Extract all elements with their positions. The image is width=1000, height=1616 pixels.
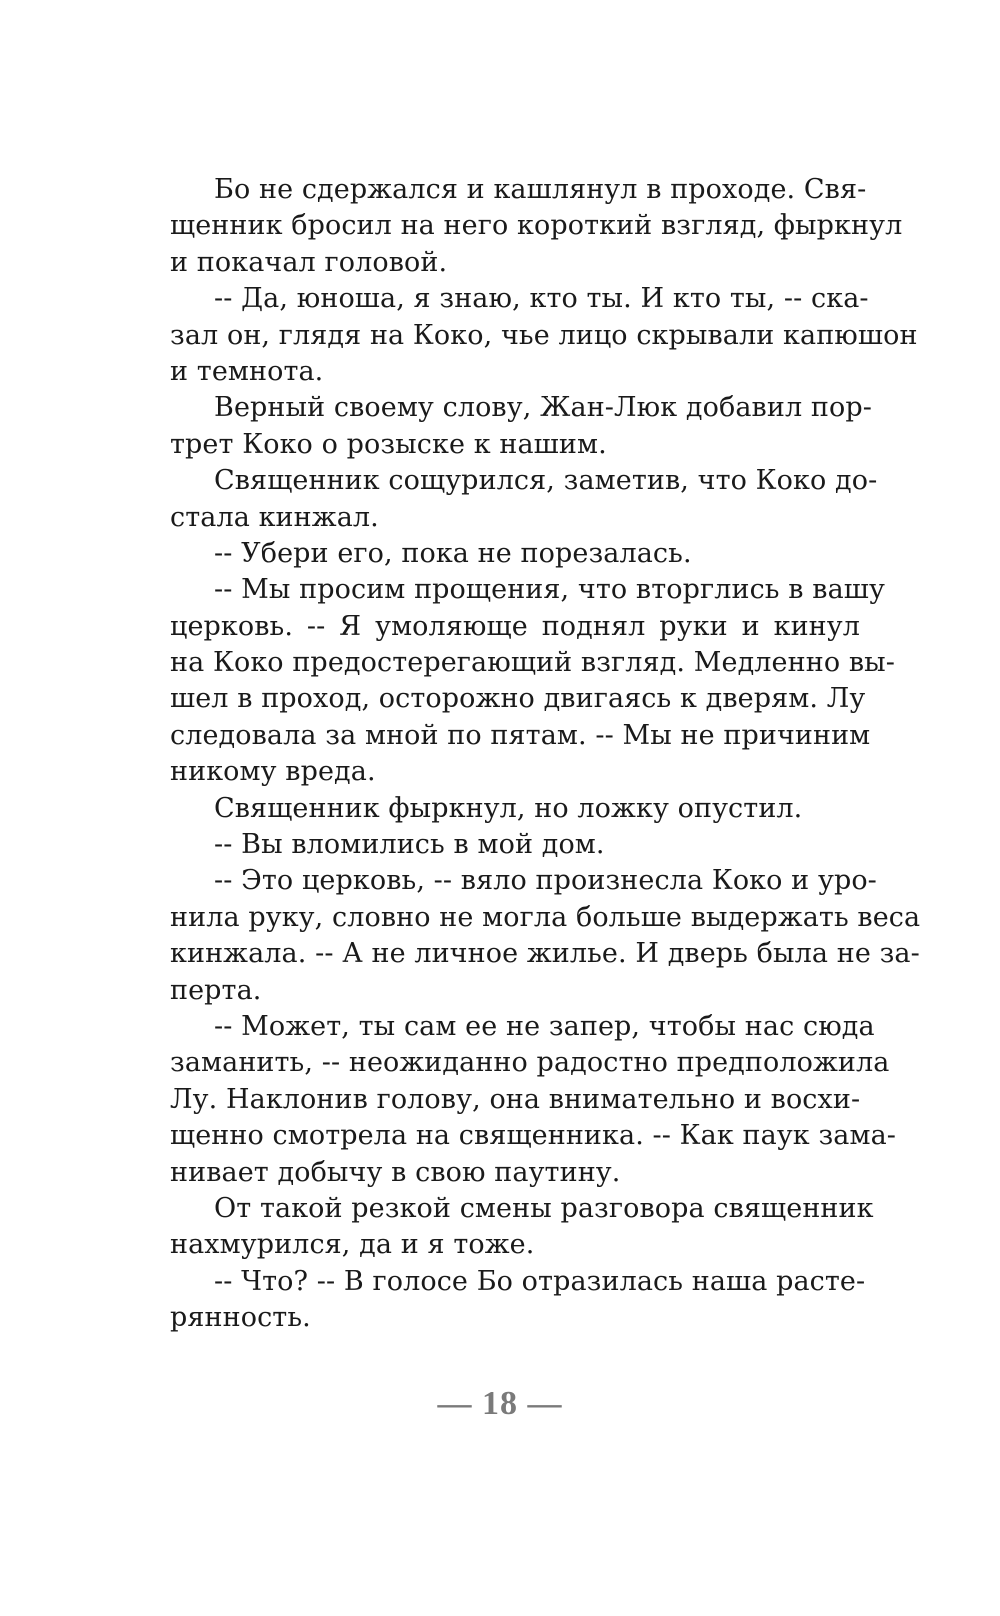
text-line: и темнота.	[170, 355, 324, 387]
text-line: Лу. Наклонив голову, она внимательно и восхи-	[170, 1083, 861, 1115]
text-line: кинжала. -- А не личное жилье. И дверь была не за-	[170, 938, 920, 970]
text-line: следовала за мной по пятам. -- Мы не причиним	[170, 719, 871, 751]
text-line: церковь. -- Я умоляюще поднял руки и кинул	[170, 610, 860, 642]
text-line: зал он, глядя на Коко, чье лицо скрывали капюшон	[170, 319, 918, 351]
text-line: трет Коко о розыске к нашим.	[170, 428, 607, 460]
text-line: никому вреда.	[170, 756, 376, 788]
text-line: стала кинжал.	[170, 501, 379, 533]
page-text	[170, 172, 921, 1337]
text-line: -- Да, юноша, я знаю, кто ты. И кто ты, -- ска-	[214, 283, 869, 315]
text-line: нивает добычу в свою паутину.	[170, 1156, 621, 1188]
text-line: нила руку, словно не могла больше выдержать веса	[170, 901, 921, 933]
text-line: Верный своему слову, Жан-Люк добавил пор-	[214, 392, 872, 424]
text-line: на Коко предостерегающий взгляд. Медленно вы-	[170, 647, 895, 679]
text-line: щенник бросил на него короткий взгляд, фыркнул	[170, 210, 903, 242]
text-line: -- Мы просим прощения, что вторглись в вашу	[214, 574, 885, 606]
text-line: заманить, -- неожиданно радостно предположила	[170, 1047, 890, 1079]
text-line: -- Может, ты сам ее не запер, чтобы нас сюда	[214, 1010, 875, 1042]
text-line: -- Вы вломились в мой дом.	[214, 829, 605, 861]
text-line: щенно смотрела на священника. -- Как паук зама-	[170, 1120, 897, 1152]
text-line: нахмурился, да и я тоже.	[170, 1229, 535, 1261]
text-line: и покачал головой.	[170, 246, 448, 278]
text-line: -- Это церковь, -- вяло произнесла Коко и уро-	[214, 865, 877, 897]
page-number: — 18 —	[437, 1385, 563, 1422]
text-line: Священник фыркнул, но ложку опустил.	[214, 792, 803, 824]
text-line: Священник сощурился, заметив, что Коко до-	[214, 465, 878, 497]
text-line: рянность.	[170, 1302, 311, 1334]
text-line: От такой резкой смены разговора священник	[214, 1192, 874, 1224]
text-line: -- Что? -- В голосе Бо отразилась наша расте-	[214, 1265, 866, 1297]
text-line: шел в проход, осторожно двигаясь к дверям. Лу	[170, 683, 866, 715]
text-line: перта.	[170, 974, 262, 1006]
text-line: Бо не сдержался и кашлянул в проходе. Свя-	[214, 174, 867, 205]
text-line: -- Убери его, пока не порезалась.	[214, 537, 692, 569]
